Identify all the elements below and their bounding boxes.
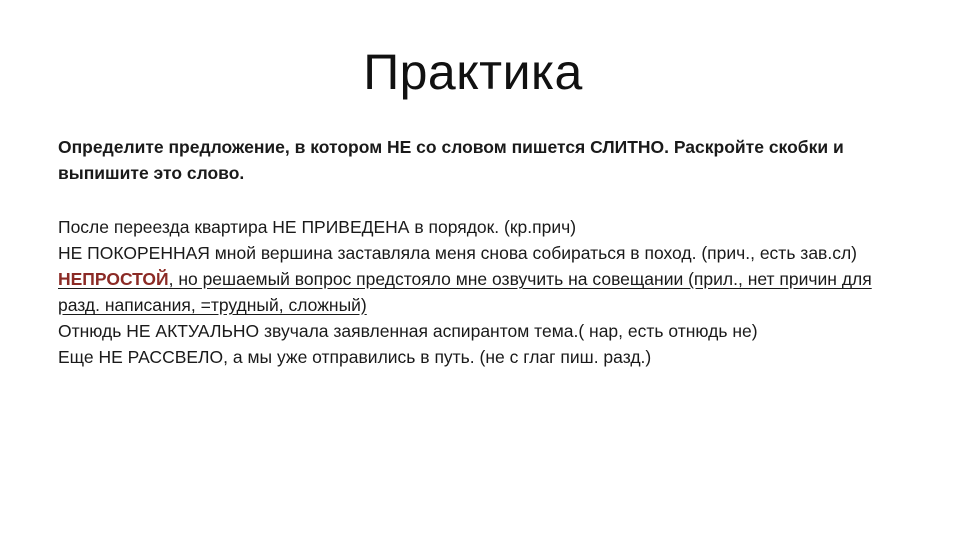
slide-title: Практика [363, 44, 583, 100]
sentence-3-rest: , но решаемый вопрос предстояло мне озвучить на совещании (прил., нет причин для разд. написания, =трудный, сложный) [58, 269, 872, 315]
slide-content [58, 134, 918, 370]
sentence-4: Отнюдь НЕ АКТУАЛЬНО звучала заявленная аспирантом тема.( нар, есть отнюдь не) [58, 321, 758, 341]
answer-word: НЕПРОСТОЙ [58, 269, 169, 289]
sentence-5: Еще НЕ РАССВЕЛО, а мы уже отправились в путь. (не с глаг пиш. разд.) [58, 347, 652, 367]
sentence-3-answer [58, 266, 918, 318]
sentence-2: НЕ ПОКОРЕННАЯ мной вершина заставляла меня снова собираться в поход. (прич., есть зав.сл) [58, 243, 858, 263]
task-instruction: Определите предложение, в котором НЕ со словом пишется СЛИТНО. Раскройте скобки и выпишите это слово. [58, 137, 844, 183]
sentence-1: После переезда квартира НЕ ПРИВЕДЕНА в порядок. (кр.прич) [58, 217, 577, 237]
